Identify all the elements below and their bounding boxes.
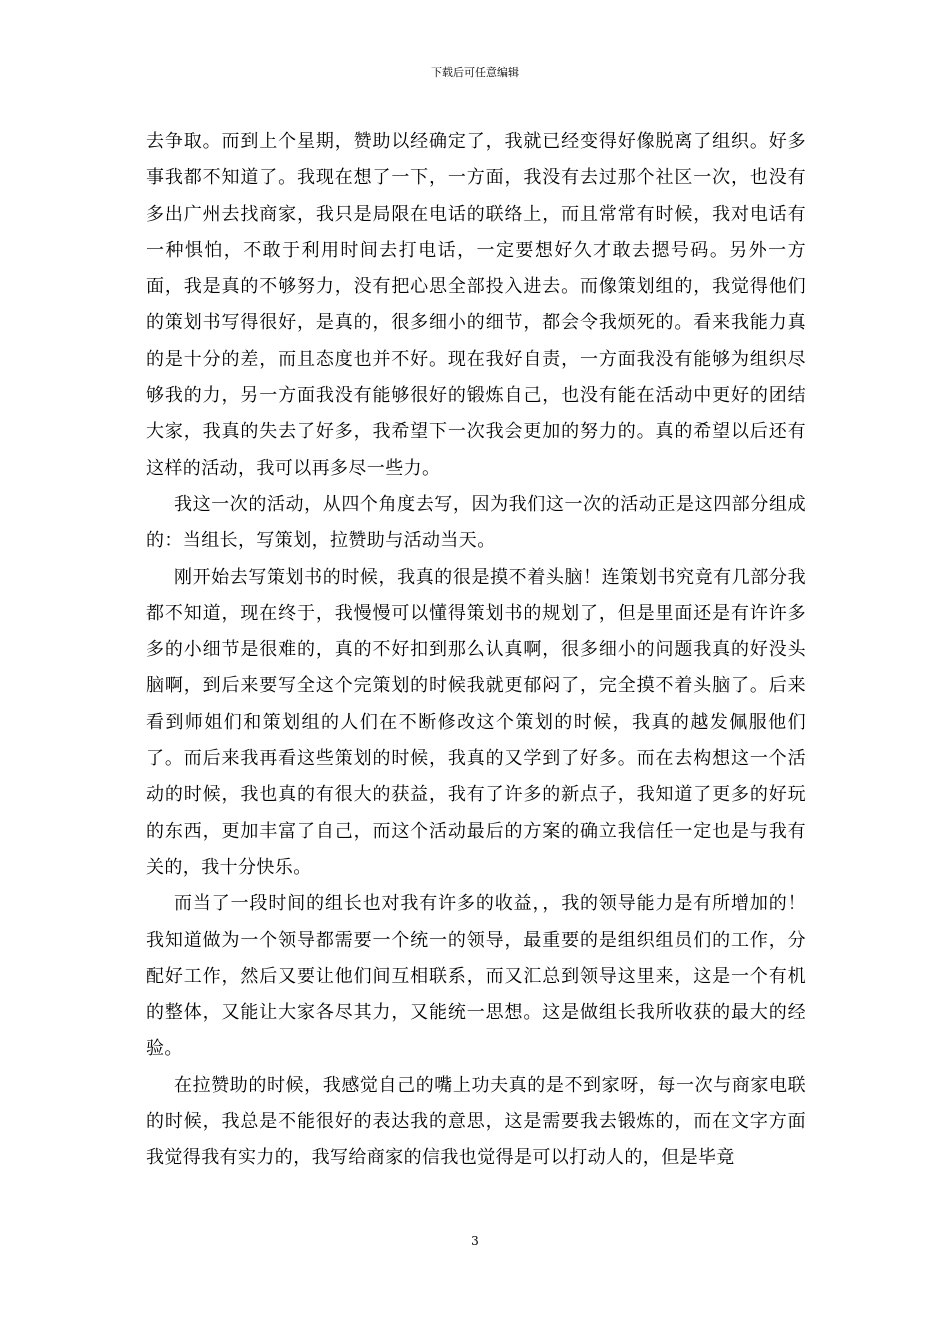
paragraph-continuation: 去争取。而到上个星期，赞助以经确定了，我就已经变得好像脱离了组织。好多事我都不知道了。我现在想了一下，一方面，我没有去过那个社区一次，也没有多出广州去找商家，我只是局限在电话的联络上，而且常常有时候，我对电话有一种惧怕，不敢于利用时间去打电话，一定要想好久才敢去摁号码。另外一方面，我是真的不够努力，没有把心思全部投入进去。而像策划组的，我觉得他们的策划书写得很好，是真的，很多细小的细节，都会令我烦死的。看来我能力真的是十分的差，而且态度也并不好。现在我好自责，一方面我没有能够为组织尽够我的力，另一方面我没有能够很好的锻炼自己，也没有能在活动中更好的团结大家，我真的失去了好多，我希望下一次我会更加的努力的。真的希望以后还有这样的活动，我可以再多尽一些力。 bbox=[146, 131, 806, 479]
page-number: 3 bbox=[471, 1234, 479, 1248]
paragraph-sponsorship: 在拉赞助的时候，我感觉自己的嘴上功夫真的是不到家呀，每一次与商家电联的时候，我总是不能很好的表达我的意思，这是需要我去锻炼的，而在文字方面我觉得我有实力的，我写给商家的信我也觉得是可以打动人的，但是毕竟 bbox=[146, 1074, 806, 1169]
page-header: 下载后可任意编辑 bbox=[431, 66, 519, 79]
paragraph-planning: 刚开始去写策划书的时候，我真的很是摸不着头脑！连策划书究竟有几部分我都不知道，现在终于，我慢慢可以懂得策划书的规划了，但是里面还是有许许多多的小细节是很难的，真的不好扣到那么认真啊，很多细小的问题我真的好没头脑啊，到后来要写全这个完策划的时候我就更郁闷了，完全摸不着头脑了。后来看到师姐们和策划组的人们在不断修改这个策划的时候，我真的越发佩服他们了。而后来我再看这些策划的时候，我真的又学到了好多。而在去构想这一个活动的时候，我也真的有很大的获益，我有了许多的新点子，我知道了更多的好玩的东西，更加丰富了自己，而这个活动最后的方案的确立我信任一定也是与我有关的，我十分快乐。 bbox=[146, 566, 806, 878]
paragraph-overview: 我这一次的活动，从四个角度去写，因为我们这一次的活动正是这四部分组成的：当组长，写策划，拉赞助与活动当天。 bbox=[146, 493, 806, 552]
document-body bbox=[146, 124, 806, 1177]
paragraph-group-leader: 而当了一段时间的组长也对我有许多的收益，，我的领导能力是有所增加的！我知道做为一个领导都需要一个统一的领导，最重要的是组织组员们的工作，分配好工作，然后又要让他们间互相联系，而又汇总到领导这里来，这是一个有机的整体，又能让大家各尽其力，又能统一思想。这是做组长我所收获的最大的经验。 bbox=[146, 893, 806, 1060]
